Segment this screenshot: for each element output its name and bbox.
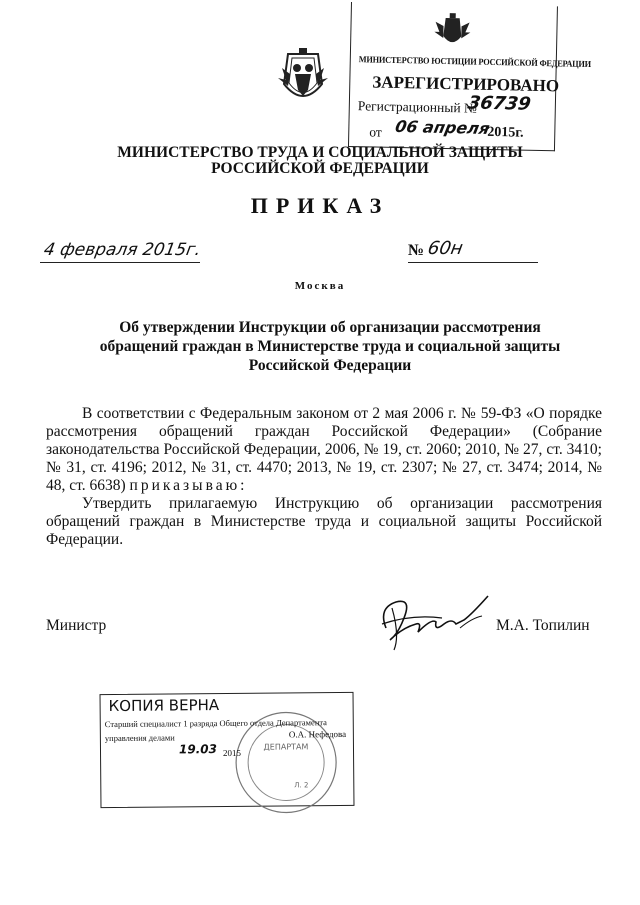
title-line-1: Об утверждении Инструкции об организации рассмотрения <box>119 319 541 336</box>
svg-text:Л. 2: Л. 2 <box>294 781 309 790</box>
number-underline <box>408 262 538 263</box>
document-body <box>46 405 602 549</box>
ministry-name <box>0 145 640 177</box>
date-underline <box>40 262 200 263</box>
eagle-icon <box>433 12 472 51</box>
registration-year: 2015г. <box>487 124 524 141</box>
order-number-label: № <box>408 242 425 259</box>
document-title <box>60 318 600 375</box>
signatory-name: М.А. Топилин <box>496 617 590 634</box>
paragraph-2: Утвердить прилагаемую Инструкцию об организации рассмотрения обращений граждан в Министерстве труда и социальной защиты Российской Федерации. <box>46 495 602 548</box>
copy-certification-stamp <box>100 692 355 808</box>
signatory-position: Министр <box>46 617 107 634</box>
coat-of-arms-emblem <box>268 44 338 110</box>
copy-stamp-department: управления делами <box>104 732 175 744</box>
registration-number-label: Регистрационный № <box>357 98 478 116</box>
registration-number: 36739 <box>466 92 533 115</box>
title-line-2: обращений граждан в Министерстве труда и социальной защиты <box>99 338 561 355</box>
document-type: ПРИКАЗ <box>250 193 390 218</box>
copy-stamp-title: КОПИЯ ВЕРНА <box>108 696 220 716</box>
registration-from-label: от <box>369 124 382 140</box>
order-number: 60н <box>426 238 465 259</box>
order-date: 4 февраля 2015г. <box>42 240 203 260</box>
copy-stamp-name: О.А. Нефедова <box>288 728 347 740</box>
registration-stamp <box>348 2 592 151</box>
registration-date: 06 апреля <box>393 116 492 138</box>
paragraph-1 <box>46 405 602 495</box>
copy-stamp-position: Старший специалист 1 разряда Общего отдела Департамента <box>104 717 327 730</box>
handwritten-signature <box>372 588 490 654</box>
paragraph-1-text: В соответствии с Федеральным законом от 2 мая 2006 г. № 59-ФЗ «О порядке рассмотрения обращений граждан Российской Федерации» (Собрание законодательства Российской Федерации, 2006, № 19, ст. 2060; 2010, № 27, ст. 3410; № 31, ст. 4196; 2012, № 31, ст. 4470; 2013, № 19, ст. 2307; № 27, ст. 3474; 2014, № 48, ст. 6638) <box>46 405 602 494</box>
copy-stamp-year: 2015 <box>222 747 242 759</box>
ministry-line-1: МИНИСТЕРСТВО ТРУДА И СОЦИАЛЬНОЙ ЗАЩИТЫ <box>117 144 523 161</box>
paragraph-1-spaced: приказываю: <box>129 477 248 494</box>
title-line-3: Российской Федерации <box>248 357 412 374</box>
copy-stamp-date: 19.03 <box>178 742 218 757</box>
registration-ministry: МИНИСТЕРСТВО ЮСТИЦИИ РОССИЙСКОЙ ФЕДЕРАЦИИ <box>358 54 592 70</box>
ministry-line-2: РОССИЙСКОЙ ФЕДЕРАЦИИ <box>211 160 429 177</box>
registration-title: ЗАРЕГИСТРИРОВАНО <box>372 72 560 96</box>
city: Москва <box>294 280 346 292</box>
svg-text:ДЕПАРТАМ: ДЕПАРТАМ <box>263 742 309 752</box>
